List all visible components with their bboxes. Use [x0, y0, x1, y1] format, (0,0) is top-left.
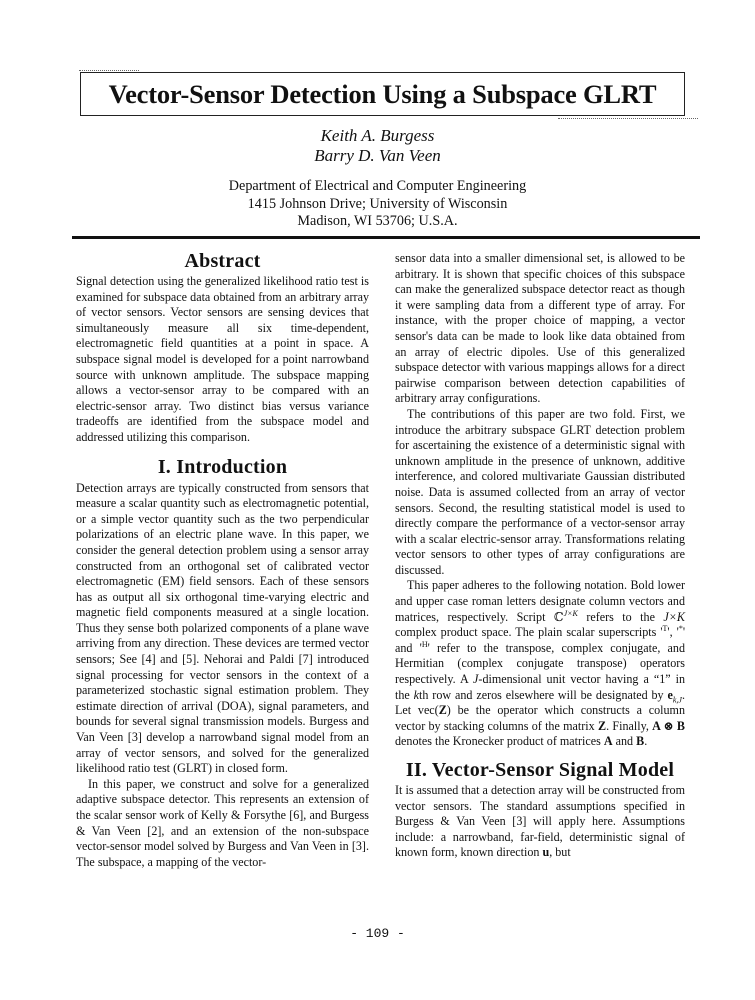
- text-run: th row and zeros elsewhere will be designated by: [419, 687, 668, 702]
- script-c-symbol: ℂ: [553, 609, 564, 624]
- math-symbol: u: [542, 845, 550, 860]
- affiliation: [0, 178, 755, 231]
- subscript: k,J: [672, 695, 682, 705]
- text-run: ) be the operator which constructs a column vector by stacking columns of the matrix: [395, 703, 685, 733]
- paper-title: Vector-Sensor Detection Using a Subspace GLRT: [108, 79, 657, 109]
- math-symbol: k: [413, 687, 420, 702]
- affiliation-line: 1415 Johnson Drive; University of Wisconsin: [247, 195, 508, 212]
- header-rule: [72, 236, 700, 239]
- affiliation-line: Department of Electrical and Computer Engineering: [228, 178, 527, 194]
- math-symbol: B: [636, 734, 645, 749]
- body-paragraph: The contributions of this paper are two fold. First, we introduce the arbitrary subspace GLRT detection problem for ascertaining the existence of a deterministic signal with unknown amplitude in the presence of unknown, additive interference, and colored multivariate Gaussian distributed noise. Data is assumed collected from an array of vector sensors. Second, the resulting statistical model is used to directly compare the performance of a vector-sensor array with a scalar electric-sensor array. Transformations relating vector sensors to other types of array configurations are discussed.: [395, 406, 685, 577]
- title-box: [80, 72, 685, 116]
- text-run: ', ': [667, 625, 679, 640]
- math-symbol: Z: [597, 718, 607, 733]
- author-list: [0, 126, 755, 166]
- introduction-heading: I. Introduction: [157, 455, 288, 478]
- text-run: . Finally,: [606, 718, 653, 733]
- superscript: J×K: [563, 608, 578, 618]
- body-paragraph: In this paper, we construct and solve for a generalized adaptive subspace detector. This represents an extension of the scalar sensor work of Kelly & Forsythe [6], and Burgess & Van Veen [2], and an extension of the non-subspace vector-sensor model solved by Burgess and Van Veen in [3]. The subspace, a mapping of the vector-: [76, 776, 369, 869]
- body-paragraph: [395, 783, 685, 861]
- math-symbol: A ⊗ B: [652, 718, 685, 733]
- math-symbol: A: [603, 734, 613, 749]
- math-symbol: J: [473, 672, 479, 687]
- text-run: It is assumed that a detection array will be constructed from vector sensors. The standard assumptions specified in Burgess & Van Veen [3] will apply here. Assumptions include: a narrowband, far-field, deterministic signal of known form, known direction: [395, 783, 685, 860]
- text-run: refers to the: [577, 609, 664, 624]
- math-symbol: Z: [438, 703, 447, 718]
- text-run: ' and ': [395, 625, 685, 655]
- abstract-heading: Abstract: [184, 250, 261, 272]
- author-name: Keith A. Burgess: [320, 126, 435, 145]
- body-paragraph: Detection arrays are typically constructed from sensors that measure a scalar quantity such as electromagnetic potential, or a simple vector quantity such as the two perpendicular polarizations of an electric plane wave. In this paper, we consider the general detection problem using a sensor array constructed from an orthogonal set of calibrated vector electromagnetic (EM) field sensors. Each of these sensors has as output all six orthogonal time-varying electric and magnetic field components measured at a single location. Thus they sense both polarized components of a plane wave arriving from any direction. These devices are termed vector sensors; See [4] and [5]. Nehorai and Paldi [7] introduced signal processing for vector sensors in the context of a parameterized stochastic signal estimation problem. They estimate direction of arrival (DOA), signal parameters, and bounds for several signal transmission models. Burgess and Van Veen [3] develop a narrowband signal model from an array of vector sensors, and solved for the generalized likelihood ratio test (GLRT) in closed form.: [76, 480, 369, 776]
- scan-artifact-line: [558, 118, 698, 119]
- text-run: -dimensional unit vector having a “1” in the: [395, 672, 685, 702]
- notation-paragraph: [395, 578, 685, 750]
- abstract-text: Signal detection using the generalized likelihood ratio test is examined for subspace data obtained from an arbitrary array of vector sensors. Vector sensors are sensing devices that simultaneously measure all six time-dependent, electromagnetic field quantities at a point in space. A subspace signal model is developed for a point narrowband source with unknown amplitude. The subspace mapping allows a vector-sensor array to be compared with an electric-sensor array. Two distinct bias versus variance tradeoffs are identified from the subspace model and addressed utilizing this comparison.: [76, 274, 369, 444]
- text-run: complex product space. The plain scalar superscripts ': [395, 625, 663, 640]
- left-column: [76, 250, 369, 870]
- superscript: T: [662, 624, 668, 634]
- page-number: - 109 -: [350, 926, 405, 941]
- scan-artifact-line: [79, 70, 139, 71]
- right-column: [395, 251, 685, 861]
- superscript: *: [678, 624, 683, 634]
- section-2-heading: II. Vector-Sensor Signal Model: [405, 759, 675, 781]
- text-run: .: [644, 734, 648, 749]
- text-run: ' refer to the transpose, complex conjugate, and Hermitian (complex conjugate transpose) operators respectively. A: [395, 640, 685, 687]
- author-name: Barry D. Van Veen: [314, 146, 441, 165]
- math-symbol: J×K: [663, 609, 686, 624]
- math-symbol: e: [667, 687, 673, 702]
- text-run: This paper adheres to the following notation. Bold lower and upper case roman letters designate column vectors and matrices, respectively. Script: [395, 578, 685, 624]
- text-run: . Let vec(: [395, 687, 685, 718]
- body-paragraph: sensor data into a smaller dimensional set, is allowed to be arbitrary. It is shown that specific choices of this subspace can make the generalized subspace detector react as though it were sampling data from a different type of array. For instance, with the proper choice of mapping, a vector sensor's data can be made to look like data obtained from an array of electric dipoles. Use of this generalized subspace detector with various mappings allows for a direct pairwise comparison between detection capabilities of arbitrary array configurations.: [395, 251, 685, 406]
- text-run: denotes the Kronecker product of matrices: [395, 734, 604, 749]
- superscript: H: [421, 639, 428, 649]
- text-run: and: [612, 734, 637, 749]
- affiliation-line: Madison, WI 53706; U.S.A.: [297, 213, 458, 229]
- text-run: , but: [549, 845, 571, 860]
